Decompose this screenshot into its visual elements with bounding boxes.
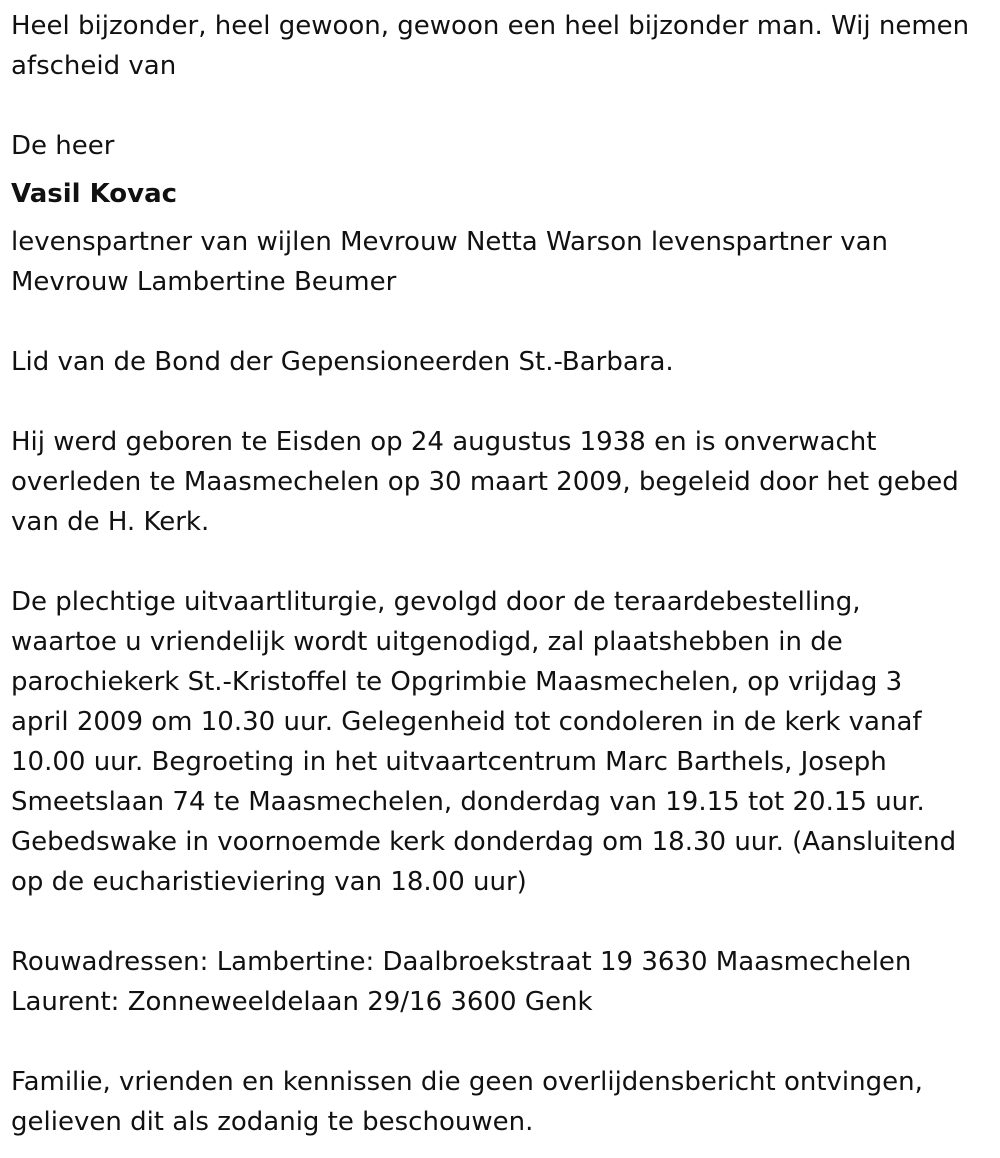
deceased-name: Vasil Kovac	[11, 179, 178, 209]
address-line: Laurent: Zonneweeldelaan 29/16 3600 Genk	[11, 987, 593, 1017]
life-line: Hij werd geboren te Eisden op 24 augustus 1938 en is onverwacht	[11, 427, 877, 457]
closing-paragraph	[11, 1062, 996, 1142]
ceremony-line: op de eucharistieviering van 18.00 uur)	[11, 867, 527, 897]
closing-line: Familie, vrienden en kennissen die geen overlijdensbericht ontvingen,	[11, 1067, 923, 1097]
ceremony-line: parochiekerk St.-Kristoffel te Opgrimbie Maasmechelen, op vrijdag 3	[11, 667, 903, 697]
ceremony-line: april 2009 om 10.30 uur. Gelegenheid tot condoleren in de kerk vanaf	[11, 707, 922, 737]
ceremony-paragraph	[11, 582, 996, 902]
relations-line: levenspartner van wijlen Mevrouw Netta Warson levenspartner van	[11, 227, 889, 257]
ceremony-line: De plechtige uitvaartliturgie, gevolgd door de teraardebestelling,	[11, 587, 861, 617]
intro-line: Heel bijzonder, heel gewoon, gewoon een heel bijzonder man. Wij nemen	[11, 11, 970, 41]
ceremony-line: waartoe u vriendelijk wordt uitgenodigd, zal plaatshebben in de	[11, 627, 843, 657]
life-line: overleden te Maasmechelen op 30 maart 2009, begeleid door het gebed	[11, 467, 959, 497]
relations-line: Mevrouw Lambertine Beumer	[11, 267, 397, 297]
closing-line: gelieven dit als zodanig te beschouwen.	[11, 1107, 534, 1137]
addresses-paragraph	[11, 942, 996, 1022]
ceremony-line: 10.00 uur. Begroeting in het uitvaartcentrum Marc Barthels, Joseph	[11, 747, 887, 777]
intro-line: afscheid van	[11, 51, 177, 81]
relations-paragraph	[11, 222, 996, 302]
salutation: De heer	[11, 131, 115, 161]
ceremony-line: Gebedswake in voornoemde kerk donderdag om 18.30 uur. (Aansluitend	[11, 827, 957, 857]
address-line: Rouwadressen: Lambertine: Daalbroekstraat 19 3630 Maasmechelen	[11, 947, 912, 977]
life-line: van de H. Kerk.	[11, 507, 210, 537]
ceremony-line: Smeetslaan 74 te Maasmechelen, donderdag van 19.15 tot 20.15 uur.	[11, 787, 925, 817]
life-paragraph	[11, 422, 996, 542]
intro-paragraph	[11, 6, 996, 86]
membership-paragraph: Lid van de Bond der Gepensioneerden St.-Barbara.	[11, 347, 674, 377]
